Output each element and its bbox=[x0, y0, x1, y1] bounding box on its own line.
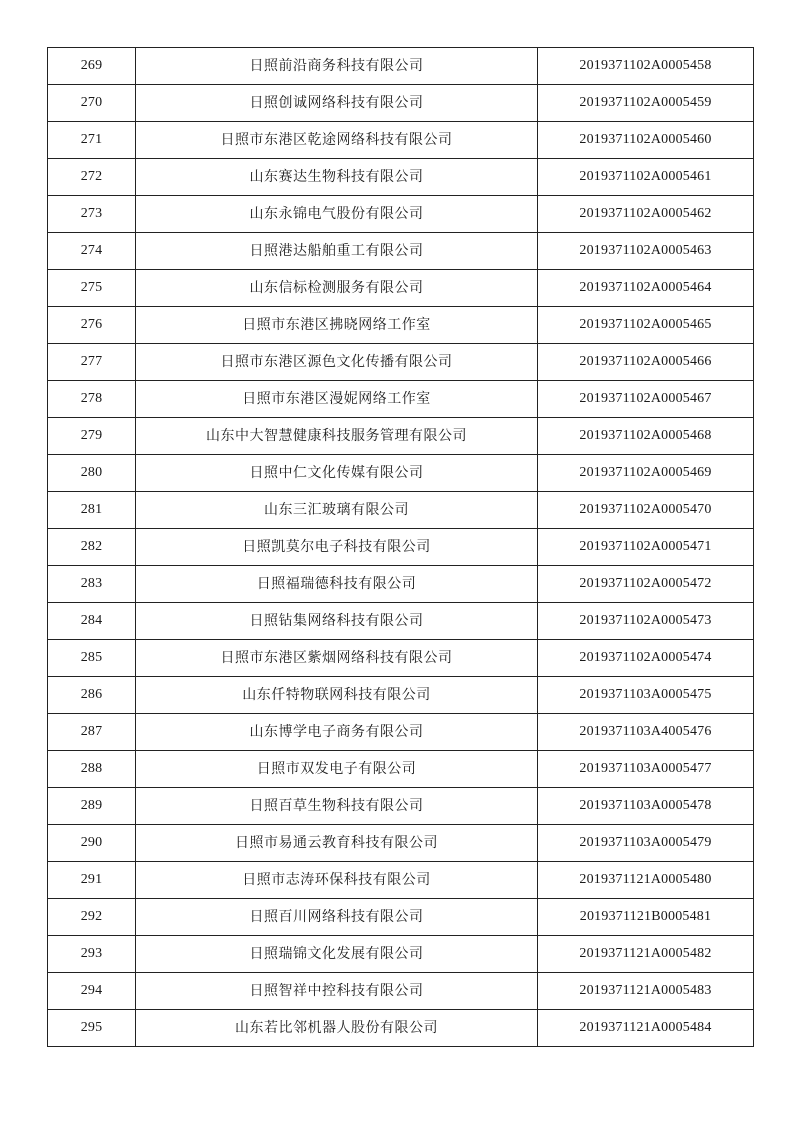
registration-code-cell: 2019371103A0005478 bbox=[538, 788, 754, 825]
registration-code-cell: 2019371102A0005462 bbox=[538, 196, 754, 233]
registration-code-cell: 2019371121A0005480 bbox=[538, 862, 754, 899]
company-name-cell: 日照市东港区拂晓网络工作室 bbox=[136, 307, 538, 344]
registration-code-cell: 2019371103A0005479 bbox=[538, 825, 754, 862]
table-row bbox=[48, 455, 754, 492]
registration-code-cell: 2019371103A4005476 bbox=[538, 714, 754, 751]
table-row bbox=[48, 122, 754, 159]
row-number-cell: 275 bbox=[48, 270, 136, 307]
company-name-cell: 日照市东港区源色文化传播有限公司 bbox=[136, 344, 538, 381]
table-row bbox=[48, 270, 754, 307]
row-number-cell: 281 bbox=[48, 492, 136, 529]
row-number-cell: 285 bbox=[48, 640, 136, 677]
company-name-cell: 山东若比邻机器人股份有限公司 bbox=[136, 1010, 538, 1047]
table-row bbox=[48, 196, 754, 233]
row-number-cell: 292 bbox=[48, 899, 136, 936]
company-name-cell: 日照福瑞德科技有限公司 bbox=[136, 566, 538, 603]
table-row bbox=[48, 85, 754, 122]
registry-table-body bbox=[48, 48, 754, 1047]
row-number-cell: 270 bbox=[48, 85, 136, 122]
registration-code-cell: 2019371121A0005484 bbox=[538, 1010, 754, 1047]
company-name-cell: 日照市志涛环保科技有限公司 bbox=[136, 862, 538, 899]
registration-code-cell: 2019371103A0005475 bbox=[538, 677, 754, 714]
company-registry-table bbox=[47, 47, 754, 1047]
company-name-cell: 日照百川网络科技有限公司 bbox=[136, 899, 538, 936]
table-row bbox=[48, 233, 754, 270]
row-number-cell: 277 bbox=[48, 344, 136, 381]
table-row bbox=[48, 529, 754, 566]
table-row bbox=[48, 973, 754, 1010]
table-row bbox=[48, 418, 754, 455]
row-number-cell: 289 bbox=[48, 788, 136, 825]
company-name-cell: 日照前沿商务科技有限公司 bbox=[136, 48, 538, 85]
registration-code-cell: 2019371121A0005482 bbox=[538, 936, 754, 973]
registration-code-cell: 2019371102A0005471 bbox=[538, 529, 754, 566]
table-row bbox=[48, 344, 754, 381]
company-name-cell: 日照智祥中控科技有限公司 bbox=[136, 973, 538, 1010]
row-number-cell: 273 bbox=[48, 196, 136, 233]
registration-code-cell: 2019371102A0005463 bbox=[538, 233, 754, 270]
company-name-cell: 日照市易通云教育科技有限公司 bbox=[136, 825, 538, 862]
row-number-cell: 295 bbox=[48, 1010, 136, 1047]
table-row bbox=[48, 640, 754, 677]
table-row bbox=[48, 1010, 754, 1047]
row-number-cell: 274 bbox=[48, 233, 136, 270]
row-number-cell: 287 bbox=[48, 714, 136, 751]
company-name-cell: 山东博学电子商务有限公司 bbox=[136, 714, 538, 751]
table-row bbox=[48, 566, 754, 603]
registration-code-cell: 2019371121A0005483 bbox=[538, 973, 754, 1010]
registration-code-cell: 2019371102A0005461 bbox=[538, 159, 754, 196]
company-name-cell: 日照中仁文化传媒有限公司 bbox=[136, 455, 538, 492]
registration-code-cell: 2019371102A0005468 bbox=[538, 418, 754, 455]
company-name-cell: 日照瑞锦文化发展有限公司 bbox=[136, 936, 538, 973]
registration-code-cell: 2019371102A0005474 bbox=[538, 640, 754, 677]
row-number-cell: 284 bbox=[48, 603, 136, 640]
company-name-cell: 山东永锦电气股份有限公司 bbox=[136, 196, 538, 233]
table-row bbox=[48, 899, 754, 936]
table-row bbox=[48, 714, 754, 751]
registration-code-cell: 2019371102A0005464 bbox=[538, 270, 754, 307]
company-name-cell: 日照市双发电子有限公司 bbox=[136, 751, 538, 788]
registration-code-cell: 2019371102A0005470 bbox=[538, 492, 754, 529]
company-name-cell: 山东赛达生物科技有限公司 bbox=[136, 159, 538, 196]
table-row bbox=[48, 381, 754, 418]
row-number-cell: 282 bbox=[48, 529, 136, 566]
table-row bbox=[48, 159, 754, 196]
table-row bbox=[48, 751, 754, 788]
row-number-cell: 280 bbox=[48, 455, 136, 492]
row-number-cell: 290 bbox=[48, 825, 136, 862]
table-row bbox=[48, 788, 754, 825]
company-name-cell: 山东信标检测服务有限公司 bbox=[136, 270, 538, 307]
registration-code-cell: 2019371102A0005466 bbox=[538, 344, 754, 381]
row-number-cell: 283 bbox=[48, 566, 136, 603]
row-number-cell: 269 bbox=[48, 48, 136, 85]
table-row bbox=[48, 677, 754, 714]
company-name-cell: 日照创诚网络科技有限公司 bbox=[136, 85, 538, 122]
registration-code-cell: 2019371102A0005458 bbox=[538, 48, 754, 85]
registration-code-cell: 2019371102A0005473 bbox=[538, 603, 754, 640]
company-name-cell: 日照钻集网络科技有限公司 bbox=[136, 603, 538, 640]
company-name-cell: 日照港达船舶重工有限公司 bbox=[136, 233, 538, 270]
row-number-cell: 276 bbox=[48, 307, 136, 344]
table-row bbox=[48, 862, 754, 899]
registration-code-cell: 2019371102A0005469 bbox=[538, 455, 754, 492]
registration-code-cell: 2019371102A0005459 bbox=[538, 85, 754, 122]
registration-code-cell: 2019371102A0005465 bbox=[538, 307, 754, 344]
company-name-cell: 日照市东港区漫妮网络工作室 bbox=[136, 381, 538, 418]
row-number-cell: 279 bbox=[48, 418, 136, 455]
company-name-cell: 日照市东港区紫烟网络科技有限公司 bbox=[136, 640, 538, 677]
registration-code-cell: 2019371102A0005460 bbox=[538, 122, 754, 159]
registration-code-cell: 2019371103A0005477 bbox=[538, 751, 754, 788]
row-number-cell: 291 bbox=[48, 862, 136, 899]
company-name-cell: 日照百草生物科技有限公司 bbox=[136, 788, 538, 825]
row-number-cell: 286 bbox=[48, 677, 136, 714]
row-number-cell: 272 bbox=[48, 159, 136, 196]
row-number-cell: 288 bbox=[48, 751, 136, 788]
table-row bbox=[48, 603, 754, 640]
company-name-cell: 山东中大智慧健康科技服务管理有限公司 bbox=[136, 418, 538, 455]
row-number-cell: 271 bbox=[48, 122, 136, 159]
row-number-cell: 278 bbox=[48, 381, 136, 418]
row-number-cell: 294 bbox=[48, 973, 136, 1010]
table-row bbox=[48, 936, 754, 973]
table-row bbox=[48, 492, 754, 529]
company-name-cell: 日照市东港区乾途网络科技有限公司 bbox=[136, 122, 538, 159]
row-number-cell: 293 bbox=[48, 936, 136, 973]
registration-code-cell: 2019371102A0005467 bbox=[538, 381, 754, 418]
registration-code-cell: 2019371102A0005472 bbox=[538, 566, 754, 603]
table-row bbox=[48, 307, 754, 344]
company-name-cell: 山东三汇玻璃有限公司 bbox=[136, 492, 538, 529]
company-name-cell: 山东仟特物联网科技有限公司 bbox=[136, 677, 538, 714]
company-name-cell: 日照凯莫尔电子科技有限公司 bbox=[136, 529, 538, 566]
registration-code-cell: 2019371121B0005481 bbox=[538, 899, 754, 936]
table-row bbox=[48, 48, 754, 85]
table-row bbox=[48, 825, 754, 862]
